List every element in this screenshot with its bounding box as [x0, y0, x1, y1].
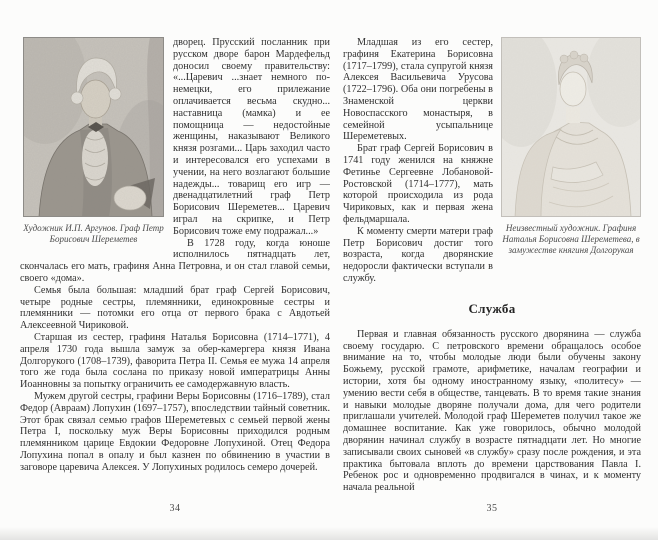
page-35	[343, 37, 641, 529]
body-paragraph: Младшая из его сестер, графиня Екатерина Борисовна (1717–1799), стала супругой князя Алексея Васильевича Урусова (1722–1796). Оба они погребены в Знаменской церкви Новоспасского монастыря, в семейной усыпальнице Шереметевых.	[343, 37, 493, 143]
body-paragraph: Старшая из сестер, графиня Наталья Борисовна (1714–1771), 4 апреля 1730 года вышла замуж за обер-камергера князя Ивана Долгорукого (1708–1739), фаворита Петра II. Семья ее мужа 14 апреля того же года была сослана по приказу новой императрицы Анны Иоанновны за попытку ограничить ее самодержавную власть.	[20, 331, 330, 391]
body-paragraph: К моменту смерти матери граф Петр Борисович достиг того возраста, когда дворянские недоросли фактически вступали в службу.	[343, 225, 493, 284]
page-number-left: 34	[169, 503, 181, 514]
figure-caption-right: Неизвестный художник. Графиня Наталья Борисовна Шереметева, в замужестве княгиня Долгорукая	[502, 223, 640, 255]
page-34	[20, 37, 330, 529]
body-paragraph: дворец. Прусский посланник при русском дворе барон Мардефельд доносил своему правительству: «...Царевич ...знает немного по-немецки, его прилежание оплачивается весьма скудно... наставница (мамка) и ее помощница — недостойные женщины, наказывают Великого князя розгами... Царь заходил часто и интересовался его успехами в учении, на него возлагают большие надежды... товарищ его игр — двенадцатилетний граф Петр Борисович Шереметев... Царевич играл на скрипке, и Петр Борисович тоже ему подражал...»	[173, 37, 330, 237]
body-paragraph: Брат граф Сергей Борисович в 1741 году женился на княжне Фетинье Сергеевне Лобановой-Ростовской (1714–1777), мать которой происходила из рода Чириковых, как и первая жена фельдмаршала.	[343, 143, 493, 225]
body-paragraph: Мужем другой сестры, графини Веры Борисовны (1716–1789), стал Федор (Авраам) Лопухин (1697–1757), впоследствии тайный советник. Этот брак связал семью графов Шереметевых с семьей первой жены Петра I, поскольку муж Веры Борисовны приходился родным племянником царице Евдокии Федоровне Лопухиной. Отец Федора Лопухина попал в опалу и был казнен по обвинению в участии в заговоре царевича Алексея. У Лопухиных родилось семеро дочерей.	[20, 390, 330, 473]
body-paragraph: Первая и главная обязанность русского дворянина — служба своему государю. С петровского времени обращалось особое внимание на то, чтобы молодые люди были обучены закону Божьему, русской грамоте, арифметике, началам географии и истории, хотя бы одному иностранному языку, «политесу» — умению вести себя в обществе, танцевать. В то время такие знания и навыки молодые дворяне получали дома, для чего родители приглашали учителей. Молодой граф Шереметев получил такое же домашнее воспитание. Как уже говорилось, обычно молодой дворянин начинал службу в возрасте пятнадцати лет. Но многие записывали своих сыновей «в службу» сразу после рождения, и эта практика бытовала вплоть до времени царствования Павла I. Ребенок рос и одновременно продвигался в чинах, и к моменту начала реальной	[343, 328, 641, 494]
pyotr-sheremetev-portrait-image	[23, 37, 164, 217]
natalya-sheremeteva-portrait-image	[501, 37, 641, 217]
body-paragraph: В 1728 году, когда юноше исполнилось пятнадцать лет, скончалась его мать, графиня Анна Петровна, и он стал главой семьи, своего «дома».	[20, 237, 330, 284]
page-number-right: 35	[486, 503, 498, 514]
figure-pyotr-sheremetev	[23, 37, 164, 245]
figure-natalya-sheremeteva	[501, 37, 641, 256]
body-paragraph: Семья была большая: младший брат граф Сергей Борисович, четыре родные сестры, племянники, единокровные сестры и племянники — потомки его отца от первого брака с Авдотьей Алексеевной Чириковой.	[20, 284, 330, 332]
section-heading-sluzhba: Служба	[468, 300, 516, 316]
scan-bottom-edge	[0, 527, 658, 540]
figure-caption-left: Художник И.П. Аргунов. Граф Петр Борисович Шереметев	[23, 223, 164, 244]
